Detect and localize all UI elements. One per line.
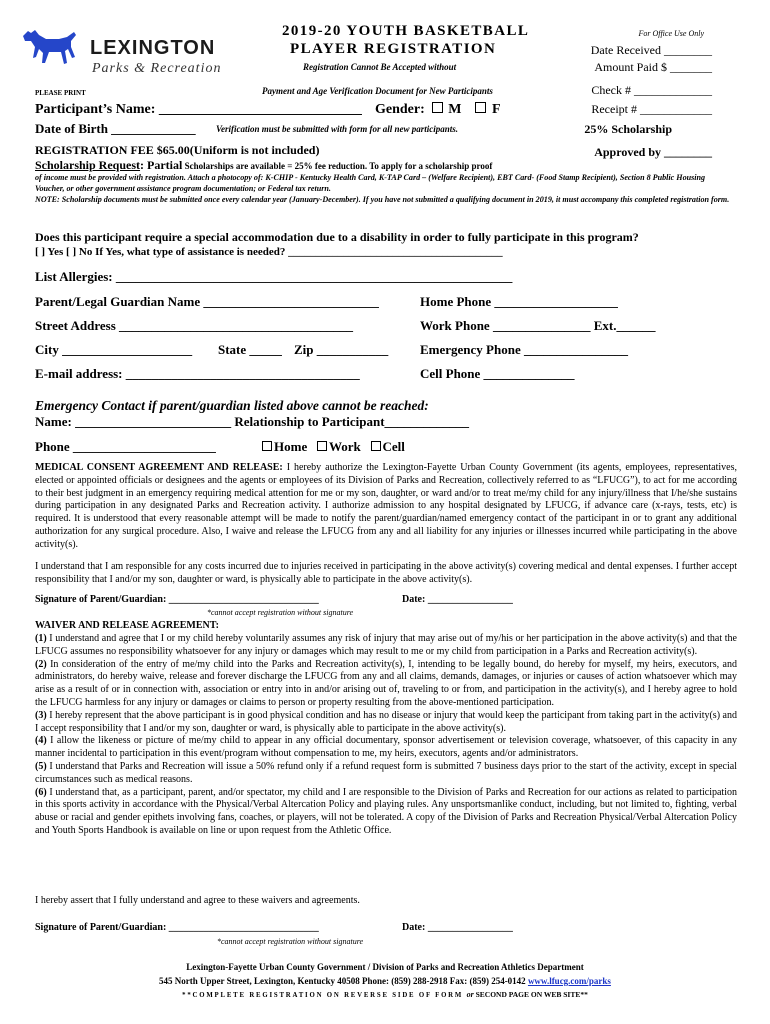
ec-home-label: Home xyxy=(274,439,308,454)
emergency-contact-phone-type xyxy=(262,439,405,455)
gender-field xyxy=(375,102,501,118)
scholarship-partial-label: : Partial xyxy=(140,158,183,172)
footer-department: Lexington-Fayette Urban County Government / Division of Parks and Recreation Athletics Department xyxy=(186,962,584,972)
waiver-item-6-text: I understand that, as a participant, parent, and/or spectator, my child and I are responsible to the Division of Parks and Recreation for our actions as related to participation in this sports activity in accordance with the Physical/Verbal Altercation Policy and playing rules. Any unsportsmanlike conduct, including, but not limited to, fighting, verbal abuse or racial and gender epithets involving fans, coaches, or players, will not be tolerated. A copy of the Division of Parks and Recreation Physical/Verbal Altercation Policy and Youth Sports Handbook is available on line or upon request from the Athletic Office. xyxy=(35,786,737,836)
verification-note: Payment and Age Verification Document for New Participants xyxy=(262,86,493,96)
form-title-line1: 2019-20 YOUTH BASKETBALL xyxy=(282,23,530,39)
accommodation-answer-field[interactable]: [ ] Yes [ ] No If Yes, what type of assistance is needed? _______________________________________ xyxy=(35,246,503,258)
waiver-item-5-text: I understand that Parks and Recreation will issue a 50% refund only if a refund request form is submitted 7 business days prior to the start of the activity, except in special circumstances such as medical reasons. xyxy=(35,760,737,785)
waiver-item-1 xyxy=(35,633,737,659)
work-phone-field[interactable]: Work Phone _______________ Ext.______ xyxy=(420,318,656,333)
office-use-heading: For Office Use Only xyxy=(638,29,704,38)
waiver-signature-field[interactable]: Signature of Parent/Guardian: ______________________________ xyxy=(35,922,319,933)
medical-consent-heading: MEDICAL CONSENT AGREEMENT AND RELEASE: xyxy=(35,462,283,473)
email-field[interactable]: E-mail address: ____________________________________ xyxy=(35,366,360,381)
please-print-label: PLEASE PRINT xyxy=(35,89,86,97)
emergency-contact-name-field[interactable]: Name: ________________________ Relationship to Participant_____________ xyxy=(35,414,470,429)
accommodation-question: Does this participant require a special accommodation due to a disability in order to fully participate in this program? xyxy=(35,230,639,244)
waiver-item-1-num: (1) xyxy=(35,633,47,644)
ec-home-checkbox[interactable] xyxy=(262,441,272,451)
waiver-item-3-num: (3) xyxy=(35,709,47,721)
ec-work-label: Work xyxy=(328,439,361,454)
waiver-item-2-num: (2) xyxy=(35,658,47,670)
footer-reverse-note-b: SECOND PAGE ON WEB SITE** xyxy=(473,990,588,999)
date-of-birth-field[interactable]: Date of Birth _____________ xyxy=(35,121,196,136)
waiver-item-4-num: (4) xyxy=(35,735,47,747)
waiver-heading: WAIVER AND RELEASE AGREEMENT: xyxy=(35,620,220,631)
registration-note: Registration Cannot Be Accepted without xyxy=(303,62,457,72)
medical-consent-text: I hereby authorize the Lexington-Fayette Urban County Government (its agents, employees, representatives, elected or appointed officials or designees and the agents or employees of its Division of Parks and Recreation, collectively referred to as “LFUCG”), to act for me according to their best judgment in an emergency requiring medical attention for me or my son, daughter, or ward and/or to treat me/my child for any injury/illness that I/he/she sustains during participation in any designated Parks and Recreation activity. I authorize admission to any hospital designated by LFUCG, if advance care (x-rays, tests, etc) is required. It is understood that every reasonable attempt will be made to notify the parent/guardian/named emergency contact of the participant in or to grant any additional authorization for any surgical procedure. Also, I waive and release the LFUCG from any and all liability for any injuries or illnesses incurred while participating in the above activity(s). xyxy=(35,462,738,550)
waiver-item-3-text: I hereby represent that the above participant is in good physical condition and has no disease or injury that would keep the participant from taking part in the activity(s) and I accept responsibility that I and/or my son, daughter or ward, is physically able to participate in the above activity(s). xyxy=(35,709,737,734)
scholarship-text-3: NOTE: Scholarship documents must be submitted once every calendar year (January-December). If you have not submitted a qualifying document in 2019, it must accompany this completed registration form. xyxy=(35,195,730,204)
amount-paid-field: Amount Paid $ _______ xyxy=(594,60,712,74)
emergency-phone-field[interactable]: Emergency Phone ________________ xyxy=(420,342,628,357)
gender-m-checkbox[interactable] xyxy=(432,102,443,113)
waiver-item-1-text: I understand and agree that I or my child hereby voluntarily assumes any risk of injury that may arise out of my/his or her participation in the above activity(s) and that the LFUCG assumes no responsibility whatsoever for any injury or damages which may result to me or my child from participation in a Parks and Recreation activity(s). xyxy=(35,633,737,657)
medical-consent-paragraph xyxy=(35,462,737,552)
dob-verification-note: Verification must be submitted with form for all new participants. xyxy=(216,124,459,134)
ec-work-checkbox[interactable] xyxy=(317,441,327,451)
consent-signature-note: *cannot accept registration without signature xyxy=(207,608,354,617)
waiver-item-4 xyxy=(35,735,737,761)
scholarship-text-1: Scholarships are available = 25% fee reduction. To apply for a scholarship proof xyxy=(182,161,493,171)
date-received-field: Date Received ________ xyxy=(590,43,712,57)
waiver-item-6-num: (6) xyxy=(35,786,47,798)
footer-address: 545 North Upper Street, Lexington, Kentucky 40508 Phone: (859) 288-2918 Fax: (859) 254-0142 xyxy=(159,976,528,986)
participant-name-field[interactable]: Participant’s Name: _____________________________ xyxy=(35,102,362,117)
gender-f-checkbox[interactable] xyxy=(475,102,486,113)
waiver-item-2 xyxy=(35,659,737,710)
waiver-signature-note: *cannot accept registration without signature xyxy=(217,937,364,946)
logo-subtitle: Parks & Recreation xyxy=(92,61,222,76)
horse-logo-icon xyxy=(19,27,77,69)
footer-contact xyxy=(0,976,770,986)
scholarship-office-label: 25% Scholarship xyxy=(584,122,672,136)
scholarship-section xyxy=(35,160,735,205)
footer-reverse-note xyxy=(0,990,770,999)
waiver-items xyxy=(35,633,737,838)
form-title-line2: PLAYER REGISTRATION xyxy=(290,41,497,57)
waiver-item-4-text: I allow the likeness or picture of me/my child to appear in any official documentary, sponsor advertisement or television coverage, whatsoever, of this capacity in any manner incidental to participation in this event/program without compensation to me, my heirs, executors, agents and/or administrators. xyxy=(35,735,737,760)
check-number-field: Check # _____________ xyxy=(591,83,712,97)
footer-reverse-note-a: **COMPLETE REGISTRATION ON REVERSE SIDE OF FORM xyxy=(182,992,467,999)
waiver-item-5 xyxy=(35,761,737,787)
ec-cell-label: Cell xyxy=(382,439,405,454)
waiver-item-5-num: (5) xyxy=(35,760,47,772)
footer-reverse-note-or: or xyxy=(466,990,474,999)
registration-fee: REGISTRATION FEE $65.00(Uniform is not included) xyxy=(35,143,320,157)
scholarship-request-label: Scholarship Request xyxy=(35,158,141,172)
responsibility-paragraph: I understand that I am responsible for any costs incurred due to injuries received in participating in the above activity(s) covering medical and dental expenses. I further accept responsibility that I and/or my son, daughter or ward, is physically able to participate in the above activity(s). xyxy=(35,561,737,585)
waiver-item-2-text: In consideration of the entry of me/my child into the Parks and Recreation activity(s), I, intending to be legally bound, do hereby for myself, my heirs, executors, and administrators, do hereby waive, release and forever discharge the LFUCG from any and all claims, demands, damages, or injuries or causes of action whatsoever which may arise as a result of or in connection with, association or entry into in and/or arising out of, traveling to or from, and participation in the activity(s), and I hereby agree to hold the LFUCG harmless for any injury or damages or claims to person or property resulting from the above-mentioned participation. xyxy=(35,658,737,708)
waiver-date-field[interactable]: Date: _________________ xyxy=(402,922,513,933)
state-field[interactable]: State _____ xyxy=(218,342,282,357)
ec-cell-checkbox[interactable] xyxy=(371,441,381,451)
zip-field[interactable]: Zip ___________ xyxy=(294,342,389,357)
approved-by-field: Approved by ________ xyxy=(594,145,712,159)
emergency-contact-heading: Emergency Contact if parent/guardian listed above cannot be reached: xyxy=(35,398,429,413)
cell-phone-field[interactable]: Cell Phone ______________ xyxy=(420,366,575,381)
gender-m-label: M xyxy=(448,102,462,117)
gender-label: Gender: xyxy=(375,102,425,117)
scholarship-text-2: of income must be provided with registration. Attach a photocopy of: K-CHIP - Kentucky Health Card, K-TAP Card – (Welfare Recipient), EBT Card- (Food Stamp Recipient), Section 8 Public Housing Voucher, or other government assistance program documentation; or Federal tax return. xyxy=(35,173,706,193)
consent-signature-field[interactable]: Signature of Parent/Guardian: ______________________________ xyxy=(35,594,319,605)
receipt-number-field: Receipt # ____________ xyxy=(591,102,712,116)
gender-f-label: F xyxy=(491,102,501,117)
logo-wordmark: LEXINGTON xyxy=(90,37,216,59)
city-field[interactable]: City ____________________ xyxy=(35,342,193,357)
street-address-field[interactable]: Street Address ____________________________________ xyxy=(35,318,354,333)
waiver-assertion: I hereby assert that I fully understand and agree to these waivers and agreements. xyxy=(35,895,360,906)
home-phone-field[interactable]: Home Phone ___________________ xyxy=(420,294,618,309)
consent-date-field[interactable]: Date: _________________ xyxy=(402,594,513,605)
website-link[interactable]: www.lfucg.com/parks xyxy=(527,976,611,986)
waiver-item-6 xyxy=(35,787,737,838)
emergency-contact-phone-field[interactable]: Phone ______________________ xyxy=(35,439,216,454)
guardian-name-field[interactable]: Parent/Legal Guardian Name ___________________________ xyxy=(35,294,379,309)
waiver-item-3 xyxy=(35,710,737,736)
allergies-field[interactable]: List Allergies: _____________________________________________________________ xyxy=(35,269,513,284)
